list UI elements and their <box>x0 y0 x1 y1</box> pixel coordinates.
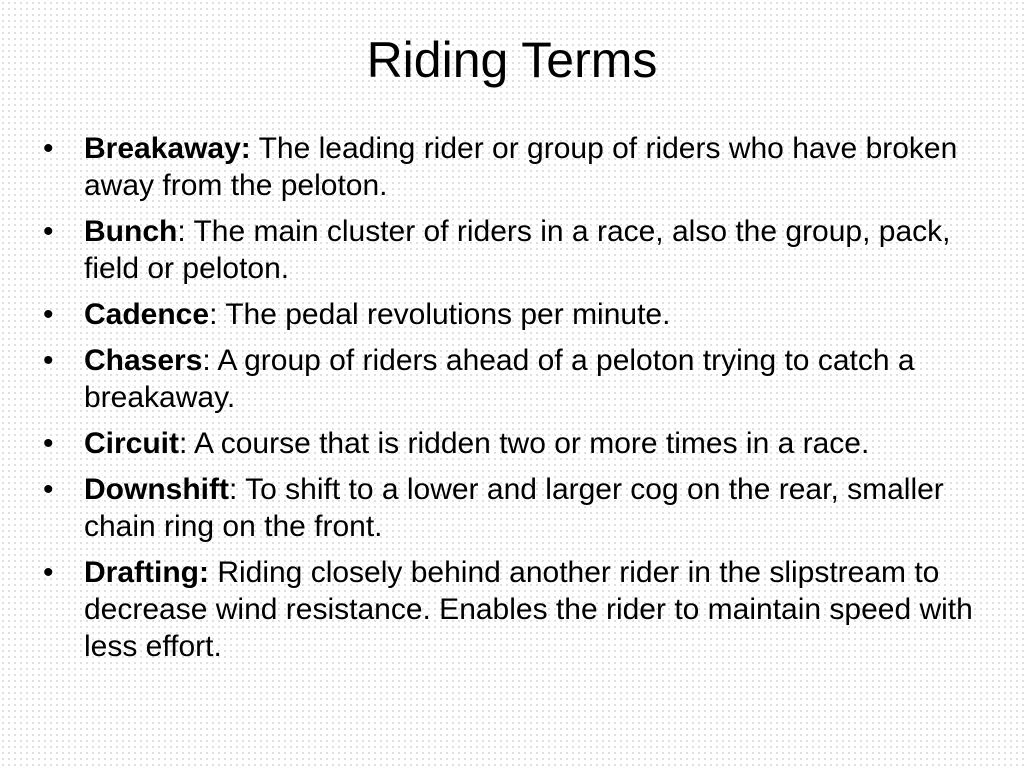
bullet-icon: • <box>43 473 54 506</box>
term-definition: : To shift to a lower and larger cog on the rear, smaller chain ring on the front. <box>84 473 944 543</box>
list-item <box>40 296 1000 333</box>
list-item <box>40 471 1000 545</box>
term-name: Circuit <box>84 427 180 460</box>
term-definition: : A course that is ridden two or more times in a race. <box>179 427 870 460</box>
list-item <box>40 425 1000 462</box>
list-item <box>40 213 1000 287</box>
bullet-icon: • <box>43 132 54 165</box>
term-definition: : The main cluster of riders in a race, also the group, pack, field or peloton. <box>84 215 951 285</box>
list-item <box>40 554 1000 665</box>
bullet-icon: • <box>43 344 54 377</box>
term-definition: Riding closely behind another rider in the slipstream to decrease wind resistance. Enables the rider to maintain speed with less effort. <box>84 556 973 663</box>
term-definition: : A group of riders ahead of a peloton trying to catch a breakaway. <box>84 344 915 414</box>
list-item <box>40 342 1000 416</box>
term-definition: : The pedal revolutions per minute. <box>209 298 671 331</box>
bullet-icon: • <box>43 427 54 460</box>
bullet-icon: • <box>43 298 54 331</box>
list-item <box>40 130 1000 204</box>
term-name: Drafting: <box>84 556 209 589</box>
term-name: Bunch <box>84 215 178 248</box>
term-definition: The leading rider or group of riders who have broken away from the peloton. <box>84 132 958 202</box>
bullet-icon: • <box>43 215 54 248</box>
term-name: Downshift <box>84 473 229 506</box>
term-name: Chasers <box>84 344 203 377</box>
slide-title: Riding Terms <box>366 32 658 88</box>
term-name: Breakaway: <box>84 132 251 165</box>
term-name: Cadence <box>84 298 210 331</box>
term-list <box>40 130 1000 674</box>
bullet-icon: • <box>43 556 54 589</box>
